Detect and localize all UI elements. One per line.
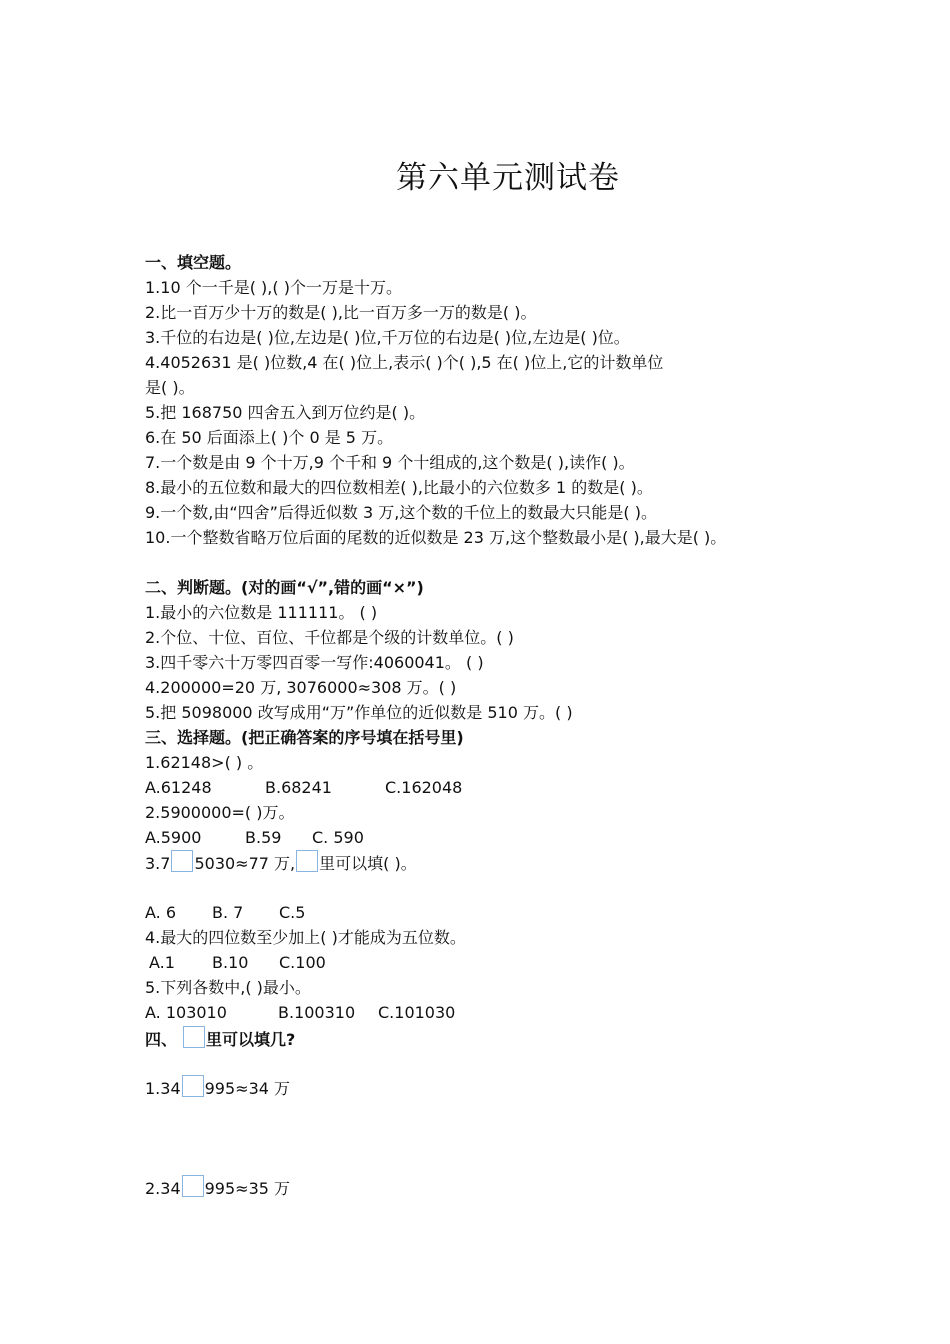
option-c: C.5	[279, 903, 306, 922]
s1-question-2: 2.比一百万少十万的数是( ),比一百万多一万的数是( )。	[145, 303, 537, 322]
s1-question-3: 3.千位的右边是( )位,左边是( )位,千万位的右边是( )位,左边是( )位。	[145, 328, 630, 347]
option-b: B.68241	[265, 778, 332, 797]
s3-question-2-options	[145, 825, 810, 850]
section-4-heading	[145, 1025, 810, 1053]
page-title: 第六单元测试卷	[396, 160, 620, 196]
s1-question-8: 8.最小的五位数和最大的四位数相差( ),比最小的六位数多 1 的数是( )。	[145, 478, 653, 497]
blank-box[interactable]	[296, 850, 318, 872]
s1-question-5: 5.把 168750 四舍五入到万位约是( )。	[145, 403, 426, 422]
s4-q1-prefix: 1.34	[145, 1079, 181, 1098]
s2-question-1: 1.最小的六位数是 111111。 ( )	[145, 603, 378, 622]
s4-heading-suffix: 里可以填几?	[206, 1030, 296, 1049]
s4-q2-prefix: 2.34	[145, 1179, 181, 1198]
s3-q3-suffix: 里可以填( )。	[319, 854, 417, 873]
s1-question-4-line-1: 4.4052631 是( )位数,4 在( )位上,表示( )个( ),5 在( )位上,它的计数单位	[145, 353, 664, 372]
s3-question-3	[145, 850, 810, 878]
s3-question-1-options	[145, 775, 810, 800]
s3-question-5: 5.下列各数中,( )最小。	[145, 978, 311, 997]
section-3-heading: 三、选择题。(把正确答案的序号填在括号里)	[145, 728, 464, 747]
s3-question-5-options	[145, 1000, 810, 1025]
section-2-heading: 二、判断题。(对的画“√”,错的画“×”)	[145, 578, 424, 597]
s1-question-4-line-2: 是( )。	[145, 378, 195, 397]
option-c: C.100	[279, 953, 326, 972]
s3-question-3-options	[145, 900, 810, 925]
s2-question-2: 2.个位、十位、百位、千位都是个级的计数单位。( )	[145, 628, 514, 647]
option-a: A. 6	[145, 903, 177, 922]
s1-question-7: 7.一个数是由 9 个十万,9 个千和 9 个十组成的,这个数是( ),读作( )。	[145, 453, 635, 472]
blank-box[interactable]	[171, 850, 193, 872]
s1-question-10: 10.一个整数省略万位后面的尾数的近似数是 23 万,这个整数最小是( ),最大是( )。	[145, 528, 727, 547]
option-a: A.1	[149, 953, 175, 972]
s3-q3-middle: 5030≈77 万,	[194, 854, 296, 873]
s1-question-6: 6.在 50 后面添上( )个 0 是 5 万。	[145, 428, 394, 447]
s4-question-2	[145, 1175, 810, 1200]
option-a: A.61248	[145, 778, 212, 797]
blank-box	[183, 1026, 205, 1048]
blank-box[interactable]	[182, 1175, 204, 1197]
option-c: C.162048	[385, 778, 463, 797]
section-1-heading: 一、填空题。	[145, 253, 242, 272]
s4-q2-suffix: 995≈35 万	[204, 1179, 291, 1198]
blank-box[interactable]	[182, 1075, 204, 1097]
s3-q3-prefix: 3.7	[145, 854, 171, 873]
s2-question-4: 4.200000=20 万, 3076000≈308 万。( )	[145, 678, 457, 697]
s3-question-4-options	[145, 950, 810, 975]
s4-q1-suffix: 995≈34 万	[204, 1079, 291, 1098]
spacer	[145, 550, 810, 575]
worksheet-body	[145, 250, 810, 1200]
s1-question-1: 1.10 个一千是( ),( )个一万是十万。	[145, 278, 402, 297]
option-a: A.5900	[145, 828, 202, 847]
spacer	[145, 878, 810, 900]
s4-heading-prefix: 四、	[145, 1030, 178, 1049]
s3-question-2: 2.5900000=( )万。	[145, 803, 295, 822]
option-b: B.59	[245, 828, 282, 847]
option-b: B.100310	[278, 1003, 356, 1022]
spacer	[145, 1053, 810, 1075]
option-c: C.101030	[378, 1003, 456, 1022]
s4-question-1	[145, 1075, 810, 1100]
option-b: B.10	[212, 953, 249, 972]
s3-question-4: 4.最大的四位数至少加上( )才能成为五位数。	[145, 928, 466, 947]
s2-question-3: 3.四千零六十万零四百零一写作:4060041。 ( )	[145, 653, 484, 672]
s1-question-9: 9.一个数,由“四舍”后得近似数 3 万,这个数的千位上的数最大只能是( )。	[145, 503, 657, 522]
option-b: B. 7	[212, 903, 244, 922]
option-c: C. 590	[312, 828, 364, 847]
option-a: A. 103010	[145, 1003, 227, 1022]
s2-question-5: 5.把 5098000 改写成用“万”作单位的近似数是 510 万。( )	[145, 703, 573, 722]
s3-question-1: 1.62148>( ) 。	[145, 753, 264, 772]
spacer	[145, 1100, 810, 1175]
